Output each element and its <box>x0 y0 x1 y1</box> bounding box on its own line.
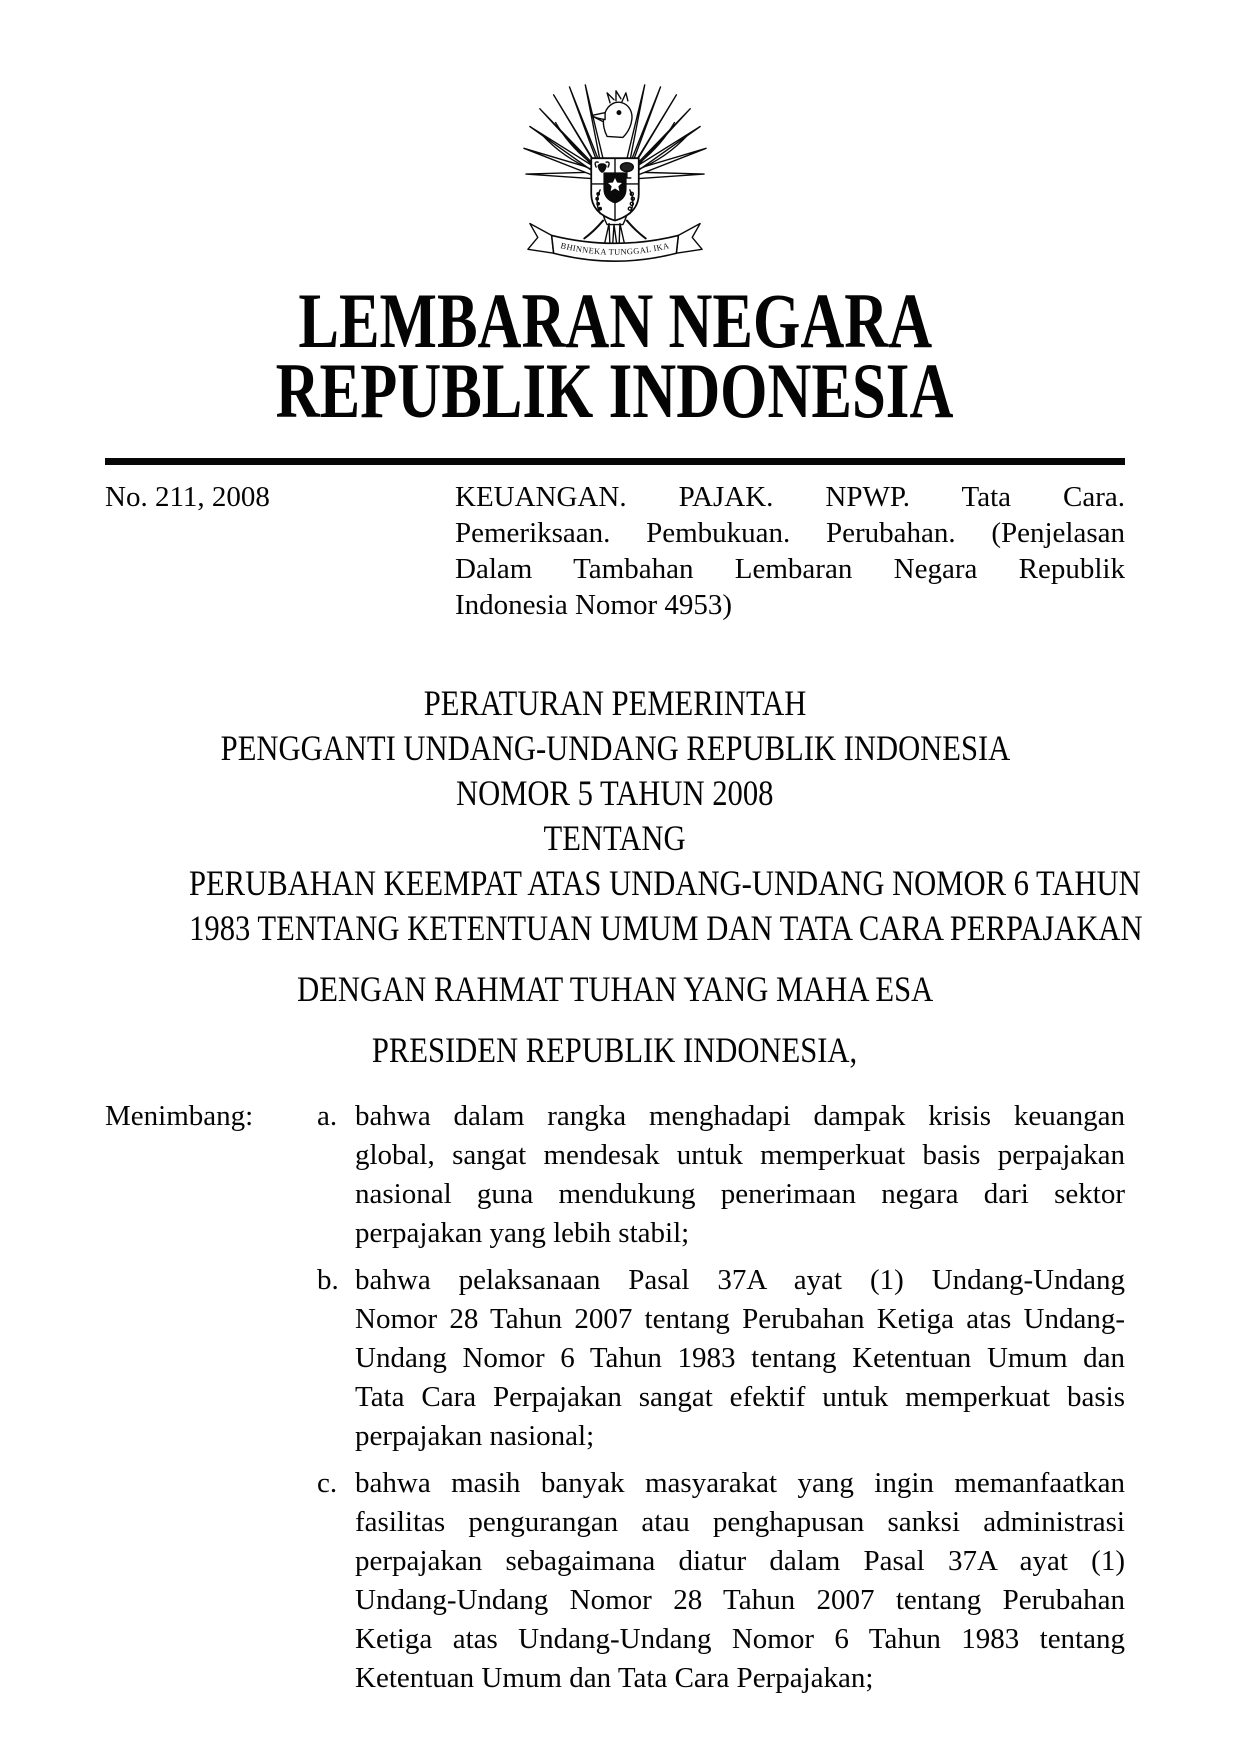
masthead-divider-rule <box>105 458 1125 465</box>
subject-line: Pemeriksaan. Pembukuan. Perubahan. (Penjelasan <box>455 517 1125 549</box>
item-line: Ketiga atas Undang-Undang Nomor 6 Tahun 1983 tentang <box>355 1623 1125 1655</box>
regulation-subject-line: PERUBAHAN KEEMPAT ATAS UNDANG-UNDANG NOMOR 6 TAHUN <box>188 863 1141 903</box>
considerations-section <box>105 1097 1125 1698</box>
item-line: global, sangat mendesak untuk memperkuat basis perpajakan <box>355 1139 1125 1171</box>
regulation-number-line: NOMOR 5 TAHUN 2008 <box>456 773 774 813</box>
masthead-title-line2: REPUBLIK INDONESIA <box>276 347 954 434</box>
item-line: fasilitas pengurangan atau penghapusan sanksi administrasi <box>355 1506 1125 1538</box>
item-line: Tata Cara Perpajakan sangat efektif untuk memperkuat basis <box>355 1381 1125 1413</box>
item-line: nasional guna mendukung penerimaan negara dari sektor <box>355 1178 1125 1210</box>
subject-line: Dalam Tambahan Lembaran Negara Republik <box>455 553 1125 585</box>
regulation-issuer-line: PENGGANTI UNDANG-UNDANG REPUBLIK INDONESIA <box>220 728 1010 768</box>
item-line: bahwa masih banyak masyarakat yang ingin memanfaatkan <box>355 1467 1125 1499</box>
considerations-row <box>105 1097 1125 1698</box>
invocation-line: DENGAN RAHMAT TUHAN YANG MAHA ESA <box>296 969 934 1009</box>
subject-line: KEUANGAN. PAJAK. NPWP. Tata Cara. <box>455 481 1125 513</box>
pancasila-shield-icon <box>591 158 639 220</box>
item-marker: c. <box>317 1467 338 1499</box>
item-text <box>355 1097 1125 1253</box>
eagle-head-icon <box>591 91 632 138</box>
gazette-number: No. 211, 2008 <box>105 481 270 513</box>
tentang-line: TENTANG <box>543 818 687 858</box>
masthead <box>105 277 1125 434</box>
regulation-subject-line: 1983 TENTANG KETENTUAN UMUM DAN TATA CARA PERPAJAKAN <box>189 908 1143 948</box>
motto-text: BHINNEKA TUNGGAL IKA <box>559 241 671 257</box>
item-line: bahwa pelaksanaan Pasal 37A ayat (1) Undang-Undang <box>355 1264 1125 1296</box>
item-line: bahwa dalam rangka menghadapi dampak krisis keuangan <box>355 1100 1125 1132</box>
item-marker: b. <box>317 1264 339 1296</box>
consideration-item-c <box>317 1464 1125 1698</box>
regulation-title-block <box>105 681 1143 1073</box>
item-text <box>355 1261 1125 1456</box>
item-line: perpajakan sebagaimana diatur dalam Pasal 37A ayat (1) <box>355 1545 1125 1577</box>
subject-line: Indonesia Nomor 4953) <box>455 589 733 621</box>
president-line: PRESIDEN REPUBLIK INDONESIA, <box>372 1030 858 1070</box>
considerations-list <box>317 1097 1125 1698</box>
consideration-item-a <box>317 1097 1125 1253</box>
regulation-type-line: PERATURAN PEMERINTAH <box>423 683 807 723</box>
item-line: Undang-Undang Nomor 28 Tahun 2007 tentang Perubahan <box>355 1584 1125 1616</box>
emblem-container <box>105 0 1125 278</box>
subject-keywords-block <box>455 479 1125 623</box>
item-text <box>355 1464 1125 1698</box>
item-line: Nomor 28 Tahun 2007 tentang Perubahan Ketiga atas Undang- <box>355 1303 1125 1335</box>
garuda-pancasila-emblem <box>516 78 714 278</box>
item-line: perpajakan yang lebih stabil; <box>355 1217 690 1249</box>
menimbang-label: Menimbang: <box>105 1100 254 1132</box>
masthead-title-line1: LEMBARAN NEGARA <box>298 277 932 364</box>
header-info-row <box>105 479 1125 623</box>
item-marker: a. <box>317 1100 338 1132</box>
item-line: Ketentuan Umum dan Tata Cara Perpajakan; <box>355 1662 874 1694</box>
item-line: perpajakan nasional; <box>355 1420 595 1452</box>
consideration-item-b <box>317 1261 1125 1456</box>
item-line: Undang Nomor 6 Tahun 1983 tentang Ketentuan Umum dan <box>355 1342 1125 1374</box>
